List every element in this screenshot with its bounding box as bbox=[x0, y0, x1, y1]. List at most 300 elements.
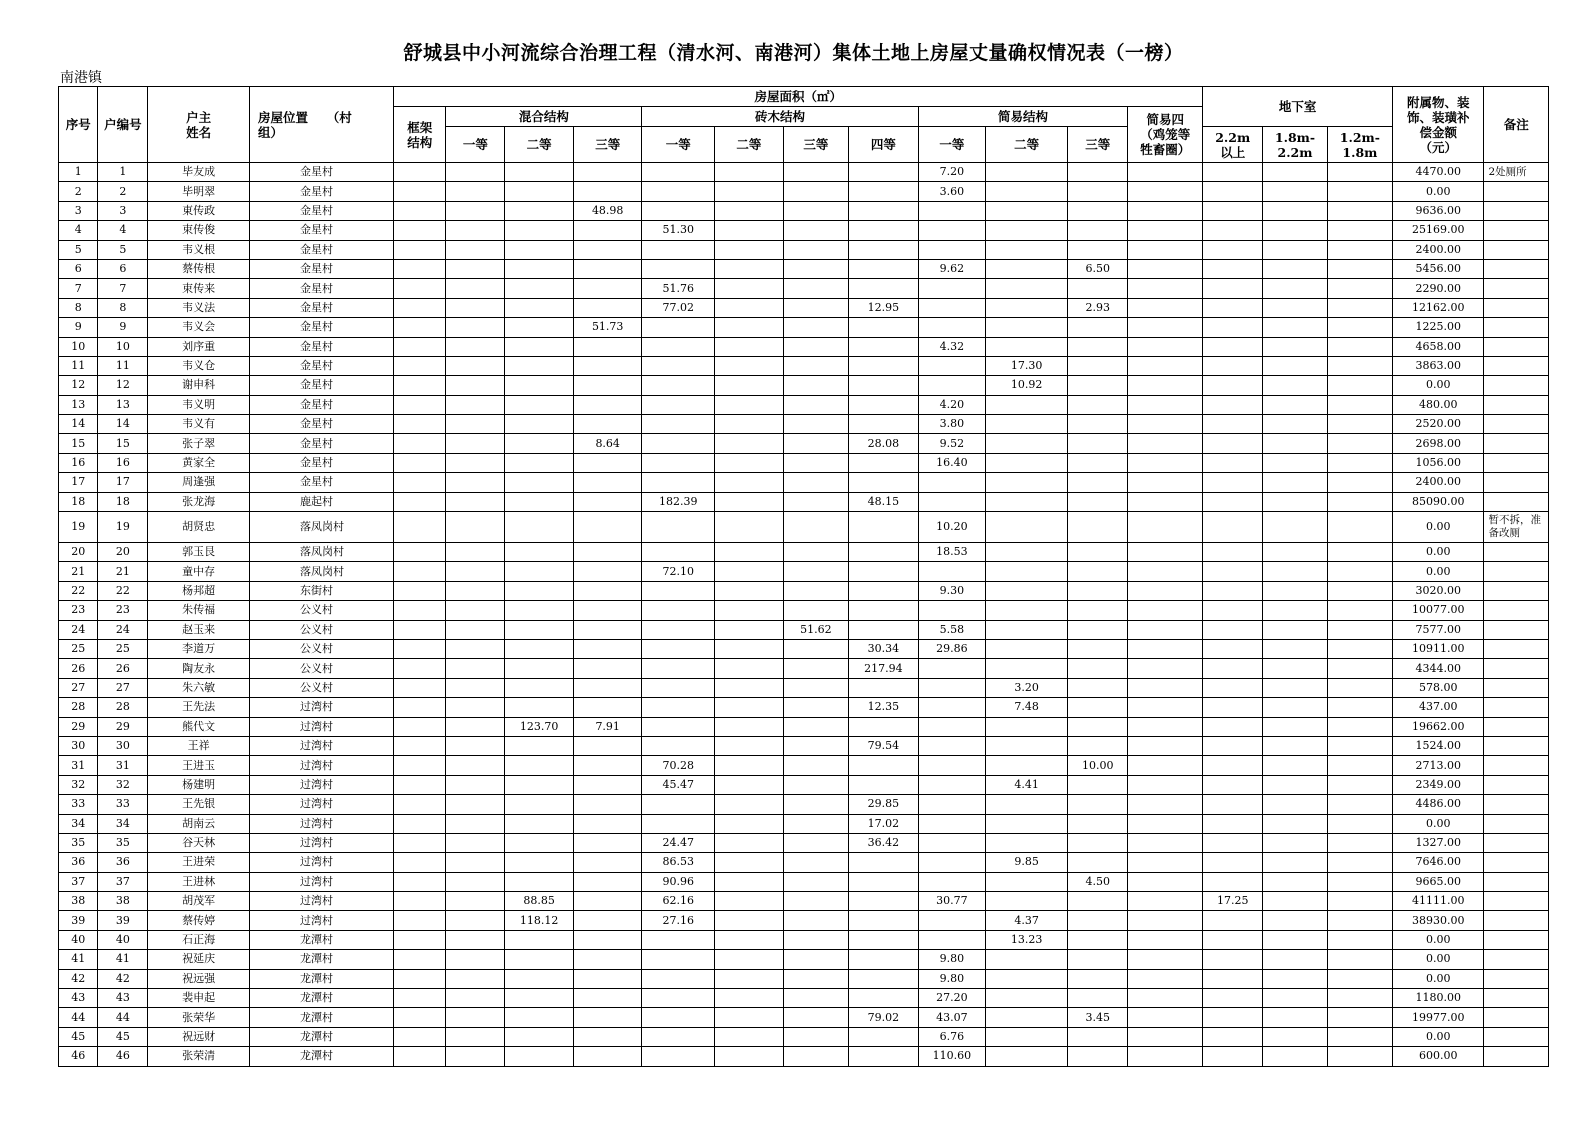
cell-simple-grade2: 10.92 bbox=[986, 376, 1068, 395]
cell-simple-grade1 bbox=[918, 698, 985, 717]
cell-simple-grade3 bbox=[1068, 717, 1128, 736]
cell-brick-grade2 bbox=[715, 453, 784, 472]
cell-owner-name: 张荣华 bbox=[148, 1008, 250, 1027]
cell-brick-grade1: 24.47 bbox=[642, 833, 715, 852]
cell-location: 过湾村 bbox=[250, 853, 394, 872]
cell-simple-grade3 bbox=[1068, 678, 1128, 697]
cell-simple-grade3 bbox=[1068, 562, 1128, 581]
cell-brick-grade4 bbox=[849, 395, 919, 414]
cell-simple-grade3 bbox=[1068, 492, 1128, 511]
cell-brick-grade1 bbox=[642, 395, 715, 414]
cell-simple-grade2 bbox=[986, 833, 1068, 852]
cell-mixed-grade1 bbox=[446, 279, 505, 298]
cell-mixed-grade1 bbox=[446, 434, 505, 453]
cell-basement-over-2-2m bbox=[1203, 163, 1263, 182]
cell-household-no: 21 bbox=[98, 562, 148, 581]
cell-brick-grade4 bbox=[849, 279, 919, 298]
cell-owner-name: 王祥 bbox=[148, 736, 250, 755]
cell-mixed-grade1 bbox=[446, 163, 505, 182]
cell-frame bbox=[394, 492, 446, 511]
cell-seq: 5 bbox=[59, 240, 98, 259]
cell-remark bbox=[1484, 756, 1549, 775]
cell-simple-grade2 bbox=[986, 717, 1068, 736]
cell-frame bbox=[394, 795, 446, 814]
cell-simple-grade3 bbox=[1068, 395, 1128, 414]
cell-owner-name: 石正海 bbox=[148, 930, 250, 949]
cell-brick-grade2 bbox=[715, 221, 784, 240]
cell-brick-grade2 bbox=[715, 240, 784, 259]
cell-owner-name: 王先法 bbox=[148, 698, 250, 717]
cell-owner-name: 朱传福 bbox=[148, 601, 250, 620]
cell-simple-grade3 bbox=[1068, 853, 1128, 872]
table-row bbox=[59, 240, 1549, 259]
cell-location: 龙潭村 bbox=[250, 969, 394, 988]
cell-frame bbox=[394, 1027, 446, 1046]
cell-mixed-grade3 bbox=[573, 395, 642, 414]
cell-mixed-grade2 bbox=[505, 395, 574, 414]
cell-remark bbox=[1484, 581, 1549, 600]
cell-simple-grade1 bbox=[918, 756, 985, 775]
cell-location: 金星村 bbox=[250, 259, 394, 278]
cell-brick-grade4 bbox=[849, 201, 919, 220]
cell-brick-grade4 bbox=[849, 240, 919, 259]
table-row bbox=[59, 659, 1549, 678]
cell-brick-grade4: 48.15 bbox=[849, 492, 919, 511]
cell-brick-grade1 bbox=[642, 453, 715, 472]
header-simple-grade1: 一等 bbox=[918, 127, 985, 163]
cell-basement-over-2-2m bbox=[1203, 318, 1263, 337]
cell-simple-grade1: 4.32 bbox=[918, 337, 985, 356]
cell-mixed-grade2 bbox=[505, 221, 574, 240]
cell-location: 龙潭村 bbox=[250, 1027, 394, 1046]
cell-brick-grade4 bbox=[849, 911, 919, 930]
cell-location: 公义村 bbox=[250, 678, 394, 697]
cell-seq: 43 bbox=[59, 989, 98, 1008]
cell-mixed-grade3 bbox=[573, 659, 642, 678]
cell-owner-name: 王进荣 bbox=[148, 853, 250, 872]
cell-compensation-amount: 7577.00 bbox=[1393, 620, 1484, 639]
cell-household-no: 40 bbox=[98, 930, 148, 949]
table-row bbox=[59, 678, 1549, 697]
cell-brick-grade2 bbox=[715, 543, 784, 562]
cell-brick-grade2 bbox=[715, 601, 784, 620]
cell-basement-1-8-to-2-2m bbox=[1263, 376, 1327, 395]
cell-brick-grade3 bbox=[783, 795, 848, 814]
cell-simple-four bbox=[1128, 492, 1203, 511]
cell-remark bbox=[1484, 659, 1549, 678]
cell-seq: 19 bbox=[59, 512, 98, 543]
cell-compensation-amount: 0.00 bbox=[1393, 562, 1484, 581]
cell-brick-grade3 bbox=[783, 892, 848, 911]
cell-location: 过湾村 bbox=[250, 795, 394, 814]
cell-simple-grade3 bbox=[1068, 639, 1128, 658]
cell-mixed-grade2 bbox=[505, 620, 574, 639]
cell-brick-grade4: 217.94 bbox=[849, 659, 919, 678]
cell-owner-name: 刘序重 bbox=[148, 337, 250, 356]
cell-brick-grade3 bbox=[783, 601, 848, 620]
cell-location: 金星村 bbox=[250, 337, 394, 356]
cell-compensation-amount: 4658.00 bbox=[1393, 337, 1484, 356]
cell-location: 金星村 bbox=[250, 453, 394, 472]
cell-compensation-amount: 3020.00 bbox=[1393, 581, 1484, 600]
cell-simple-grade1: 10.20 bbox=[918, 512, 985, 543]
cell-brick-grade2 bbox=[715, 279, 784, 298]
cell-basement-over-2-2m bbox=[1203, 639, 1263, 658]
cell-compensation-amount: 0.00 bbox=[1393, 969, 1484, 988]
cell-simple-four bbox=[1128, 562, 1203, 581]
cell-brick-grade3 bbox=[783, 318, 848, 337]
cell-simple-grade3: 4.50 bbox=[1068, 872, 1128, 891]
cell-brick-grade1 bbox=[642, 969, 715, 988]
cell-simple-grade3 bbox=[1068, 543, 1128, 562]
cell-location: 过湾村 bbox=[250, 698, 394, 717]
cell-basement-1-8-to-2-2m bbox=[1263, 279, 1327, 298]
cell-owner-name: 蔡传根 bbox=[148, 259, 250, 278]
cell-remark bbox=[1484, 298, 1549, 317]
cell-household-no: 32 bbox=[98, 775, 148, 794]
cell-frame bbox=[394, 969, 446, 988]
table-row bbox=[59, 543, 1549, 562]
cell-household-no: 42 bbox=[98, 969, 148, 988]
cell-simple-grade2: 7.48 bbox=[986, 698, 1068, 717]
cell-brick-grade1 bbox=[642, 717, 715, 736]
cell-brick-grade4 bbox=[849, 182, 919, 201]
cell-compensation-amount: 0.00 bbox=[1393, 512, 1484, 543]
cell-household-no: 17 bbox=[98, 473, 148, 492]
cell-brick-grade3 bbox=[783, 1027, 848, 1046]
cell-basement-over-2-2m bbox=[1203, 698, 1263, 717]
cell-mixed-grade2 bbox=[505, 795, 574, 814]
cell-mixed-grade1 bbox=[446, 512, 505, 543]
cell-seq: 21 bbox=[59, 562, 98, 581]
cell-basement-1-2-to-1-8m bbox=[1327, 911, 1392, 930]
cell-owner-name: 郭玉艮 bbox=[148, 543, 250, 562]
table-row bbox=[59, 717, 1549, 736]
cell-household-no: 10 bbox=[98, 337, 148, 356]
cell-simple-four bbox=[1128, 795, 1203, 814]
cell-simple-grade2 bbox=[986, 1047, 1068, 1066]
cell-owner-name: 杨邦超 bbox=[148, 581, 250, 600]
cell-brick-grade2 bbox=[715, 492, 784, 511]
cell-mixed-grade2 bbox=[505, 601, 574, 620]
cell-mixed-grade1 bbox=[446, 814, 505, 833]
cell-mixed-grade3 bbox=[573, 1008, 642, 1027]
cell-frame bbox=[394, 678, 446, 697]
cell-location: 金星村 bbox=[250, 182, 394, 201]
cell-simple-grade1: 27.20 bbox=[918, 989, 985, 1008]
cell-simple-four bbox=[1128, 581, 1203, 600]
cell-mixed-grade3 bbox=[573, 736, 642, 755]
cell-basement-1-2-to-1-8m bbox=[1327, 415, 1392, 434]
cell-remark bbox=[1484, 639, 1549, 658]
cell-brick-grade3 bbox=[783, 698, 848, 717]
cell-basement-1-2-to-1-8m bbox=[1327, 601, 1392, 620]
header-owner-name: 户主 姓名 bbox=[148, 87, 250, 163]
cell-basement-1-2-to-1-8m bbox=[1327, 581, 1392, 600]
cell-simple-grade1 bbox=[918, 736, 985, 755]
header-remark: 备注 bbox=[1484, 87, 1549, 163]
table-row bbox=[59, 639, 1549, 658]
cell-seq: 20 bbox=[59, 543, 98, 562]
cell-basement-1-2-to-1-8m bbox=[1327, 562, 1392, 581]
cell-household-no: 24 bbox=[98, 620, 148, 639]
cell-simple-grade2 bbox=[986, 240, 1068, 259]
cell-brick-grade3 bbox=[783, 969, 848, 988]
cell-basement-1-2-to-1-8m bbox=[1327, 736, 1392, 755]
cell-brick-grade1 bbox=[642, 989, 715, 1008]
cell-brick-grade3 bbox=[783, 950, 848, 969]
cell-simple-grade1 bbox=[918, 298, 985, 317]
cell-basement-1-2-to-1-8m bbox=[1327, 756, 1392, 775]
cell-mixed-grade3: 7.91 bbox=[573, 717, 642, 736]
cell-simple-four bbox=[1128, 376, 1203, 395]
cell-mixed-grade2 bbox=[505, 581, 574, 600]
cell-simple-four bbox=[1128, 756, 1203, 775]
header-mixed-grade3: 三等 bbox=[573, 127, 642, 163]
cell-basement-over-2-2m bbox=[1203, 678, 1263, 697]
cell-simple-grade2 bbox=[986, 639, 1068, 658]
cell-basement-over-2-2m bbox=[1203, 298, 1263, 317]
cell-mixed-grade1 bbox=[446, 969, 505, 988]
cell-simple-grade3 bbox=[1068, 698, 1128, 717]
cell-brick-grade3 bbox=[783, 543, 848, 562]
cell-basement-over-2-2m bbox=[1203, 736, 1263, 755]
cell-brick-grade2 bbox=[715, 659, 784, 678]
cell-mixed-grade3 bbox=[573, 240, 642, 259]
cell-frame bbox=[394, 240, 446, 259]
cell-mixed-grade2: 118.12 bbox=[505, 911, 574, 930]
cell-mixed-grade1 bbox=[446, 318, 505, 337]
cell-owner-name: 韦义有 bbox=[148, 415, 250, 434]
cell-mixed-grade3 bbox=[573, 1027, 642, 1046]
cell-basement-over-2-2m bbox=[1203, 240, 1263, 259]
cell-owner-name: 张子翠 bbox=[148, 434, 250, 453]
cell-mixed-grade3 bbox=[573, 221, 642, 240]
header-brick-grade2: 二等 bbox=[715, 127, 784, 163]
cell-remark bbox=[1484, 1047, 1549, 1066]
cell-compensation-amount: 10077.00 bbox=[1393, 601, 1484, 620]
cell-mixed-grade3 bbox=[573, 969, 642, 988]
cell-household-no: 14 bbox=[98, 415, 148, 434]
cell-simple-four bbox=[1128, 775, 1203, 794]
cell-compensation-amount: 2400.00 bbox=[1393, 473, 1484, 492]
cell-basement-1-8-to-2-2m bbox=[1263, 853, 1327, 872]
cell-mixed-grade1 bbox=[446, 581, 505, 600]
cell-compensation-amount: 0.00 bbox=[1393, 930, 1484, 949]
cell-basement-over-2-2m bbox=[1203, 1008, 1263, 1027]
cell-brick-grade2 bbox=[715, 512, 784, 543]
cell-owner-name: 朱六敏 bbox=[148, 678, 250, 697]
cell-seq: 9 bbox=[59, 318, 98, 337]
cell-frame bbox=[394, 620, 446, 639]
cell-mixed-grade1 bbox=[446, 833, 505, 852]
cell-simple-grade1 bbox=[918, 659, 985, 678]
cell-remark bbox=[1484, 376, 1549, 395]
cell-brick-grade1 bbox=[642, 1027, 715, 1046]
cell-basement-1-8-to-2-2m bbox=[1263, 872, 1327, 891]
cell-seq: 44 bbox=[59, 1008, 98, 1027]
cell-brick-grade3: 51.62 bbox=[783, 620, 848, 639]
cell-location: 金星村 bbox=[250, 376, 394, 395]
cell-location: 龙潭村 bbox=[250, 1047, 394, 1066]
cell-compensation-amount: 25169.00 bbox=[1393, 221, 1484, 240]
table-row bbox=[59, 989, 1549, 1008]
cell-mixed-grade1 bbox=[446, 240, 505, 259]
cell-remark bbox=[1484, 1027, 1549, 1046]
cell-simple-grade2 bbox=[986, 298, 1068, 317]
cell-brick-grade2 bbox=[715, 182, 784, 201]
table-row bbox=[59, 201, 1549, 220]
cell-brick-grade4: 12.35 bbox=[849, 698, 919, 717]
cell-location: 金星村 bbox=[250, 279, 394, 298]
cell-simple-grade3 bbox=[1068, 415, 1128, 434]
cell-simple-grade3 bbox=[1068, 163, 1128, 182]
header-basement-1-8-to-2-2m: 1.8m- 2.2m bbox=[1263, 127, 1327, 163]
cell-owner-name: 蔡传婷 bbox=[148, 911, 250, 930]
cell-brick-grade4 bbox=[849, 601, 919, 620]
cell-brick-grade4 bbox=[849, 969, 919, 988]
cell-household-no: 43 bbox=[98, 989, 148, 1008]
cell-simple-four bbox=[1128, 814, 1203, 833]
cell-frame bbox=[394, 221, 446, 240]
cell-frame bbox=[394, 453, 446, 472]
cell-basement-over-2-2m bbox=[1203, 201, 1263, 220]
cell-simple-grade1 bbox=[918, 833, 985, 852]
cell-brick-grade2 bbox=[715, 337, 784, 356]
cell-mixed-grade2 bbox=[505, 1008, 574, 1027]
cell-brick-grade3 bbox=[783, 678, 848, 697]
cell-basement-over-2-2m bbox=[1203, 969, 1263, 988]
table-row bbox=[59, 415, 1549, 434]
cell-brick-grade4 bbox=[849, 892, 919, 911]
cell-simple-grade3 bbox=[1068, 659, 1128, 678]
cell-compensation-amount: 9636.00 bbox=[1393, 201, 1484, 220]
cell-remark bbox=[1484, 395, 1549, 414]
cell-owner-name: 毕明翠 bbox=[148, 182, 250, 201]
header-simple-structure: 简易结构 bbox=[918, 107, 1128, 127]
cell-basement-over-2-2m bbox=[1203, 473, 1263, 492]
cell-compensation-amount: 38930.00 bbox=[1393, 911, 1484, 930]
document-title: 舒城县中小河流综合治理工程（清水河、南港河）集体土地上房屋丈量确权情况表（一榜） bbox=[403, 42, 1184, 64]
cell-compensation-amount: 2290.00 bbox=[1393, 279, 1484, 298]
cell-simple-grade3 bbox=[1068, 989, 1128, 1008]
cell-basement-1-2-to-1-8m bbox=[1327, 989, 1392, 1008]
cell-household-no: 46 bbox=[98, 1047, 148, 1066]
cell-seq: 23 bbox=[59, 601, 98, 620]
cell-mixed-grade2 bbox=[505, 512, 574, 543]
cell-brick-grade4 bbox=[849, 512, 919, 543]
cell-mixed-grade1 bbox=[446, 356, 505, 375]
cell-seq: 30 bbox=[59, 736, 98, 755]
cell-brick-grade1 bbox=[642, 639, 715, 658]
cell-owner-name: 祝远强 bbox=[148, 969, 250, 988]
cell-location: 过湾村 bbox=[250, 872, 394, 891]
cell-mixed-grade1 bbox=[446, 756, 505, 775]
table-row bbox=[59, 833, 1549, 852]
cell-brick-grade2 bbox=[715, 298, 784, 317]
cell-simple-grade1 bbox=[918, 930, 985, 949]
cell-brick-grade1 bbox=[642, 930, 715, 949]
cell-simple-grade2 bbox=[986, 337, 1068, 356]
cell-brick-grade1 bbox=[642, 601, 715, 620]
cell-mixed-grade2 bbox=[505, 298, 574, 317]
cell-brick-grade1 bbox=[642, 814, 715, 833]
cell-basement-1-8-to-2-2m bbox=[1263, 434, 1327, 453]
cell-compensation-amount: 0.00 bbox=[1393, 182, 1484, 201]
cell-simple-grade3 bbox=[1068, 581, 1128, 600]
table-row bbox=[59, 581, 1549, 600]
cell-basement-over-2-2m: 17.25 bbox=[1203, 892, 1263, 911]
cell-simple-grade2 bbox=[986, 969, 1068, 988]
cell-basement-1-8-to-2-2m bbox=[1263, 659, 1327, 678]
cell-simple-grade3 bbox=[1068, 892, 1128, 911]
cell-simple-four bbox=[1128, 434, 1203, 453]
cell-basement-1-8-to-2-2m bbox=[1263, 950, 1327, 969]
cell-simple-grade1 bbox=[918, 318, 985, 337]
cell-location: 鹿起村 bbox=[250, 492, 394, 511]
cell-brick-grade4 bbox=[849, 337, 919, 356]
cell-basement-1-2-to-1-8m bbox=[1327, 221, 1392, 240]
cell-mixed-grade1 bbox=[446, 259, 505, 278]
cell-simple-grade1: 6.76 bbox=[918, 1027, 985, 1046]
cell-brick-grade2 bbox=[715, 814, 784, 833]
cell-mixed-grade3 bbox=[573, 492, 642, 511]
cell-brick-grade4 bbox=[849, 581, 919, 600]
cell-basement-over-2-2m bbox=[1203, 717, 1263, 736]
cell-simple-grade2 bbox=[986, 221, 1068, 240]
cell-mixed-grade3 bbox=[573, 911, 642, 930]
cell-brick-grade3 bbox=[783, 562, 848, 581]
cell-owner-name: 韦义根 bbox=[148, 240, 250, 259]
cell-basement-1-8-to-2-2m bbox=[1263, 337, 1327, 356]
cell-seq: 17 bbox=[59, 473, 98, 492]
cell-frame bbox=[394, 1047, 446, 1066]
cell-basement-1-2-to-1-8m bbox=[1327, 512, 1392, 543]
cell-basement-1-8-to-2-2m bbox=[1263, 318, 1327, 337]
cell-mixed-grade1 bbox=[446, 221, 505, 240]
cell-household-no: 9 bbox=[98, 318, 148, 337]
cell-simple-four bbox=[1128, 620, 1203, 639]
cell-frame bbox=[394, 698, 446, 717]
cell-owner-name: 祝远财 bbox=[148, 1027, 250, 1046]
cell-simple-four bbox=[1128, 736, 1203, 755]
cell-brick-grade2 bbox=[715, 717, 784, 736]
cell-brick-grade1 bbox=[642, 1047, 715, 1066]
cell-brick-grade1: 45.47 bbox=[642, 775, 715, 794]
cell-brick-grade3 bbox=[783, 201, 848, 220]
cell-owner-name: 韦义会 bbox=[148, 318, 250, 337]
cell-remark bbox=[1484, 678, 1549, 697]
cell-seq: 33 bbox=[59, 795, 98, 814]
cell-brick-grade2 bbox=[715, 989, 784, 1008]
cell-brick-grade1 bbox=[642, 259, 715, 278]
cell-basement-1-2-to-1-8m bbox=[1327, 969, 1392, 988]
cell-brick-grade1 bbox=[642, 415, 715, 434]
cell-household-no: 19 bbox=[98, 512, 148, 543]
table-row bbox=[59, 601, 1549, 620]
cell-owner-name: 赵玉来 bbox=[148, 620, 250, 639]
cell-basement-1-2-to-1-8m bbox=[1327, 492, 1392, 511]
header-attachment-compensation: 附属物、装 饰、装璜补 偿金额 （元） bbox=[1393, 87, 1484, 163]
cell-mixed-grade3 bbox=[573, 756, 642, 775]
cell-basement-1-8-to-2-2m bbox=[1263, 453, 1327, 472]
cell-basement-1-8-to-2-2m bbox=[1263, 581, 1327, 600]
cell-basement-1-8-to-2-2m bbox=[1263, 639, 1327, 658]
table-row bbox=[59, 930, 1549, 949]
cell-frame bbox=[394, 1008, 446, 1027]
cell-compensation-amount: 19662.00 bbox=[1393, 717, 1484, 736]
cell-mixed-grade2 bbox=[505, 678, 574, 697]
